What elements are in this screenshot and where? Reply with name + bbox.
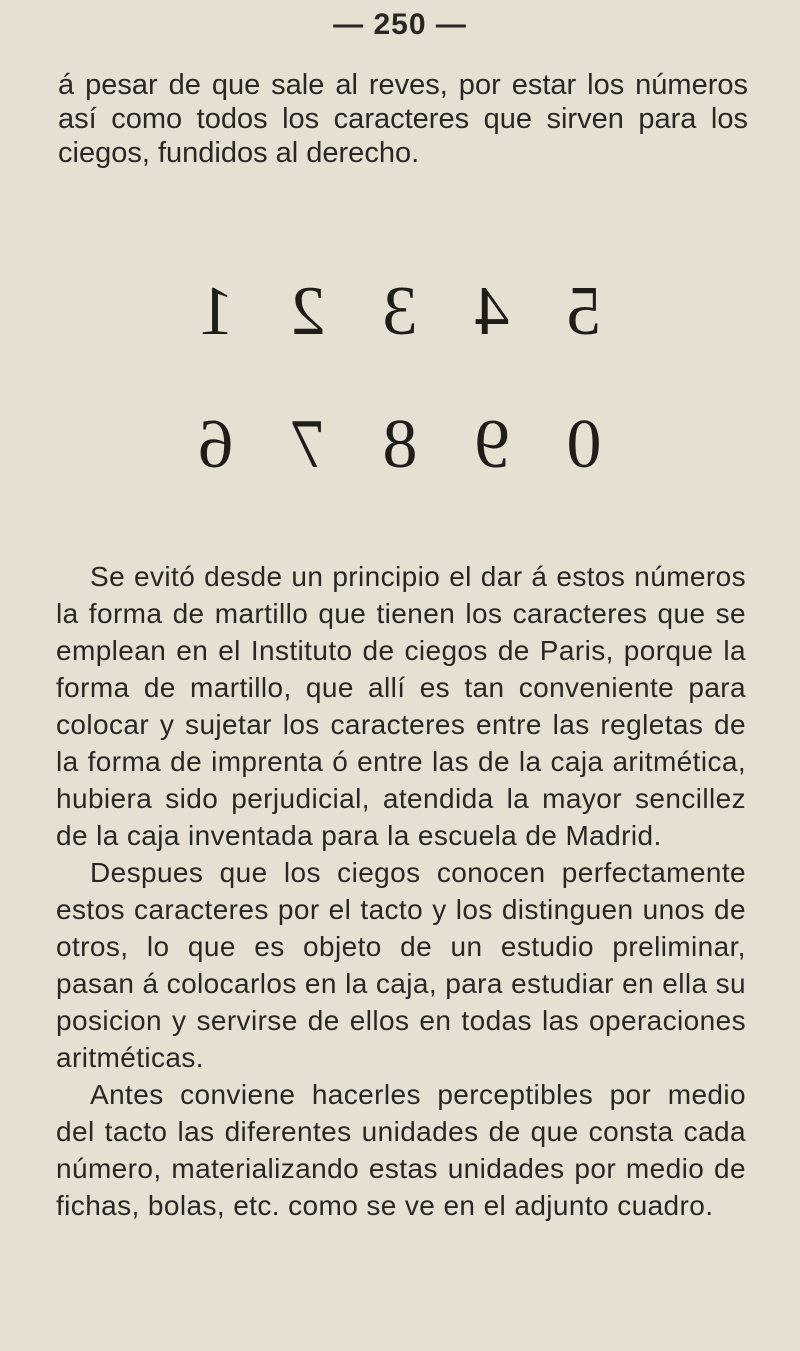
paragraph-3: Antes conviene hacerles perceptibles por medio del tacto las diferentes unidades de que consta cada número, materializando estas unidades por medio de fichas, bolas, etc. como se ve en el adjunto cuadro. xyxy=(56,1079,746,1221)
paragraph-1: Se evitó desde un principio el dar á estos números la forma de martillo que tienen los caracteres que se emplean en el Instituto de ciegos de Paris, porque la forma de martillo, que allí es tan conveniente para colocar y sujetar los caracteres entre las regletas de la forma de imprenta ó entre las de la caja aritmética, hubiera sido perjudicial, atendida la mayor sencillez de la caja inventada para la escuela de Madrid. xyxy=(56,561,746,851)
reversed-digit: 3 xyxy=(382,273,418,350)
reversed-digits-row-1 xyxy=(0,272,800,352)
reversed-digit: 8 xyxy=(382,406,418,483)
intro-paragraph: á pesar de que sale al reves, por estar los números así como todos los caracteres que sirven para los ciegos, fundidos al derecho. xyxy=(58,69,748,169)
body-text xyxy=(56,558,746,1224)
reversed-digit: 0 xyxy=(566,406,602,483)
reversed-digit: 9 xyxy=(474,406,510,483)
reversed-digit: 7 xyxy=(290,406,326,483)
reversed-digit: 5 xyxy=(566,273,602,350)
paragraph-2: Despues que los ciegos conocen perfectamente estos caracteres por el tacto y los distinguen unos de otros, lo que es objeto de un estudio preliminar, pasan á colocarlos en la caja, para estudiar en ella su posicion y servirse de ellos en todas las operaciones aritméticas. xyxy=(56,857,746,1073)
reversed-digit: 4 xyxy=(474,273,510,350)
reversed-digit: 1 xyxy=(198,273,234,350)
page-number: — 250 — xyxy=(333,8,467,41)
reversed-digit: 2 xyxy=(290,273,326,350)
reversed-digits-row-2 xyxy=(0,405,800,485)
reversed-digit: 6 xyxy=(198,406,234,483)
